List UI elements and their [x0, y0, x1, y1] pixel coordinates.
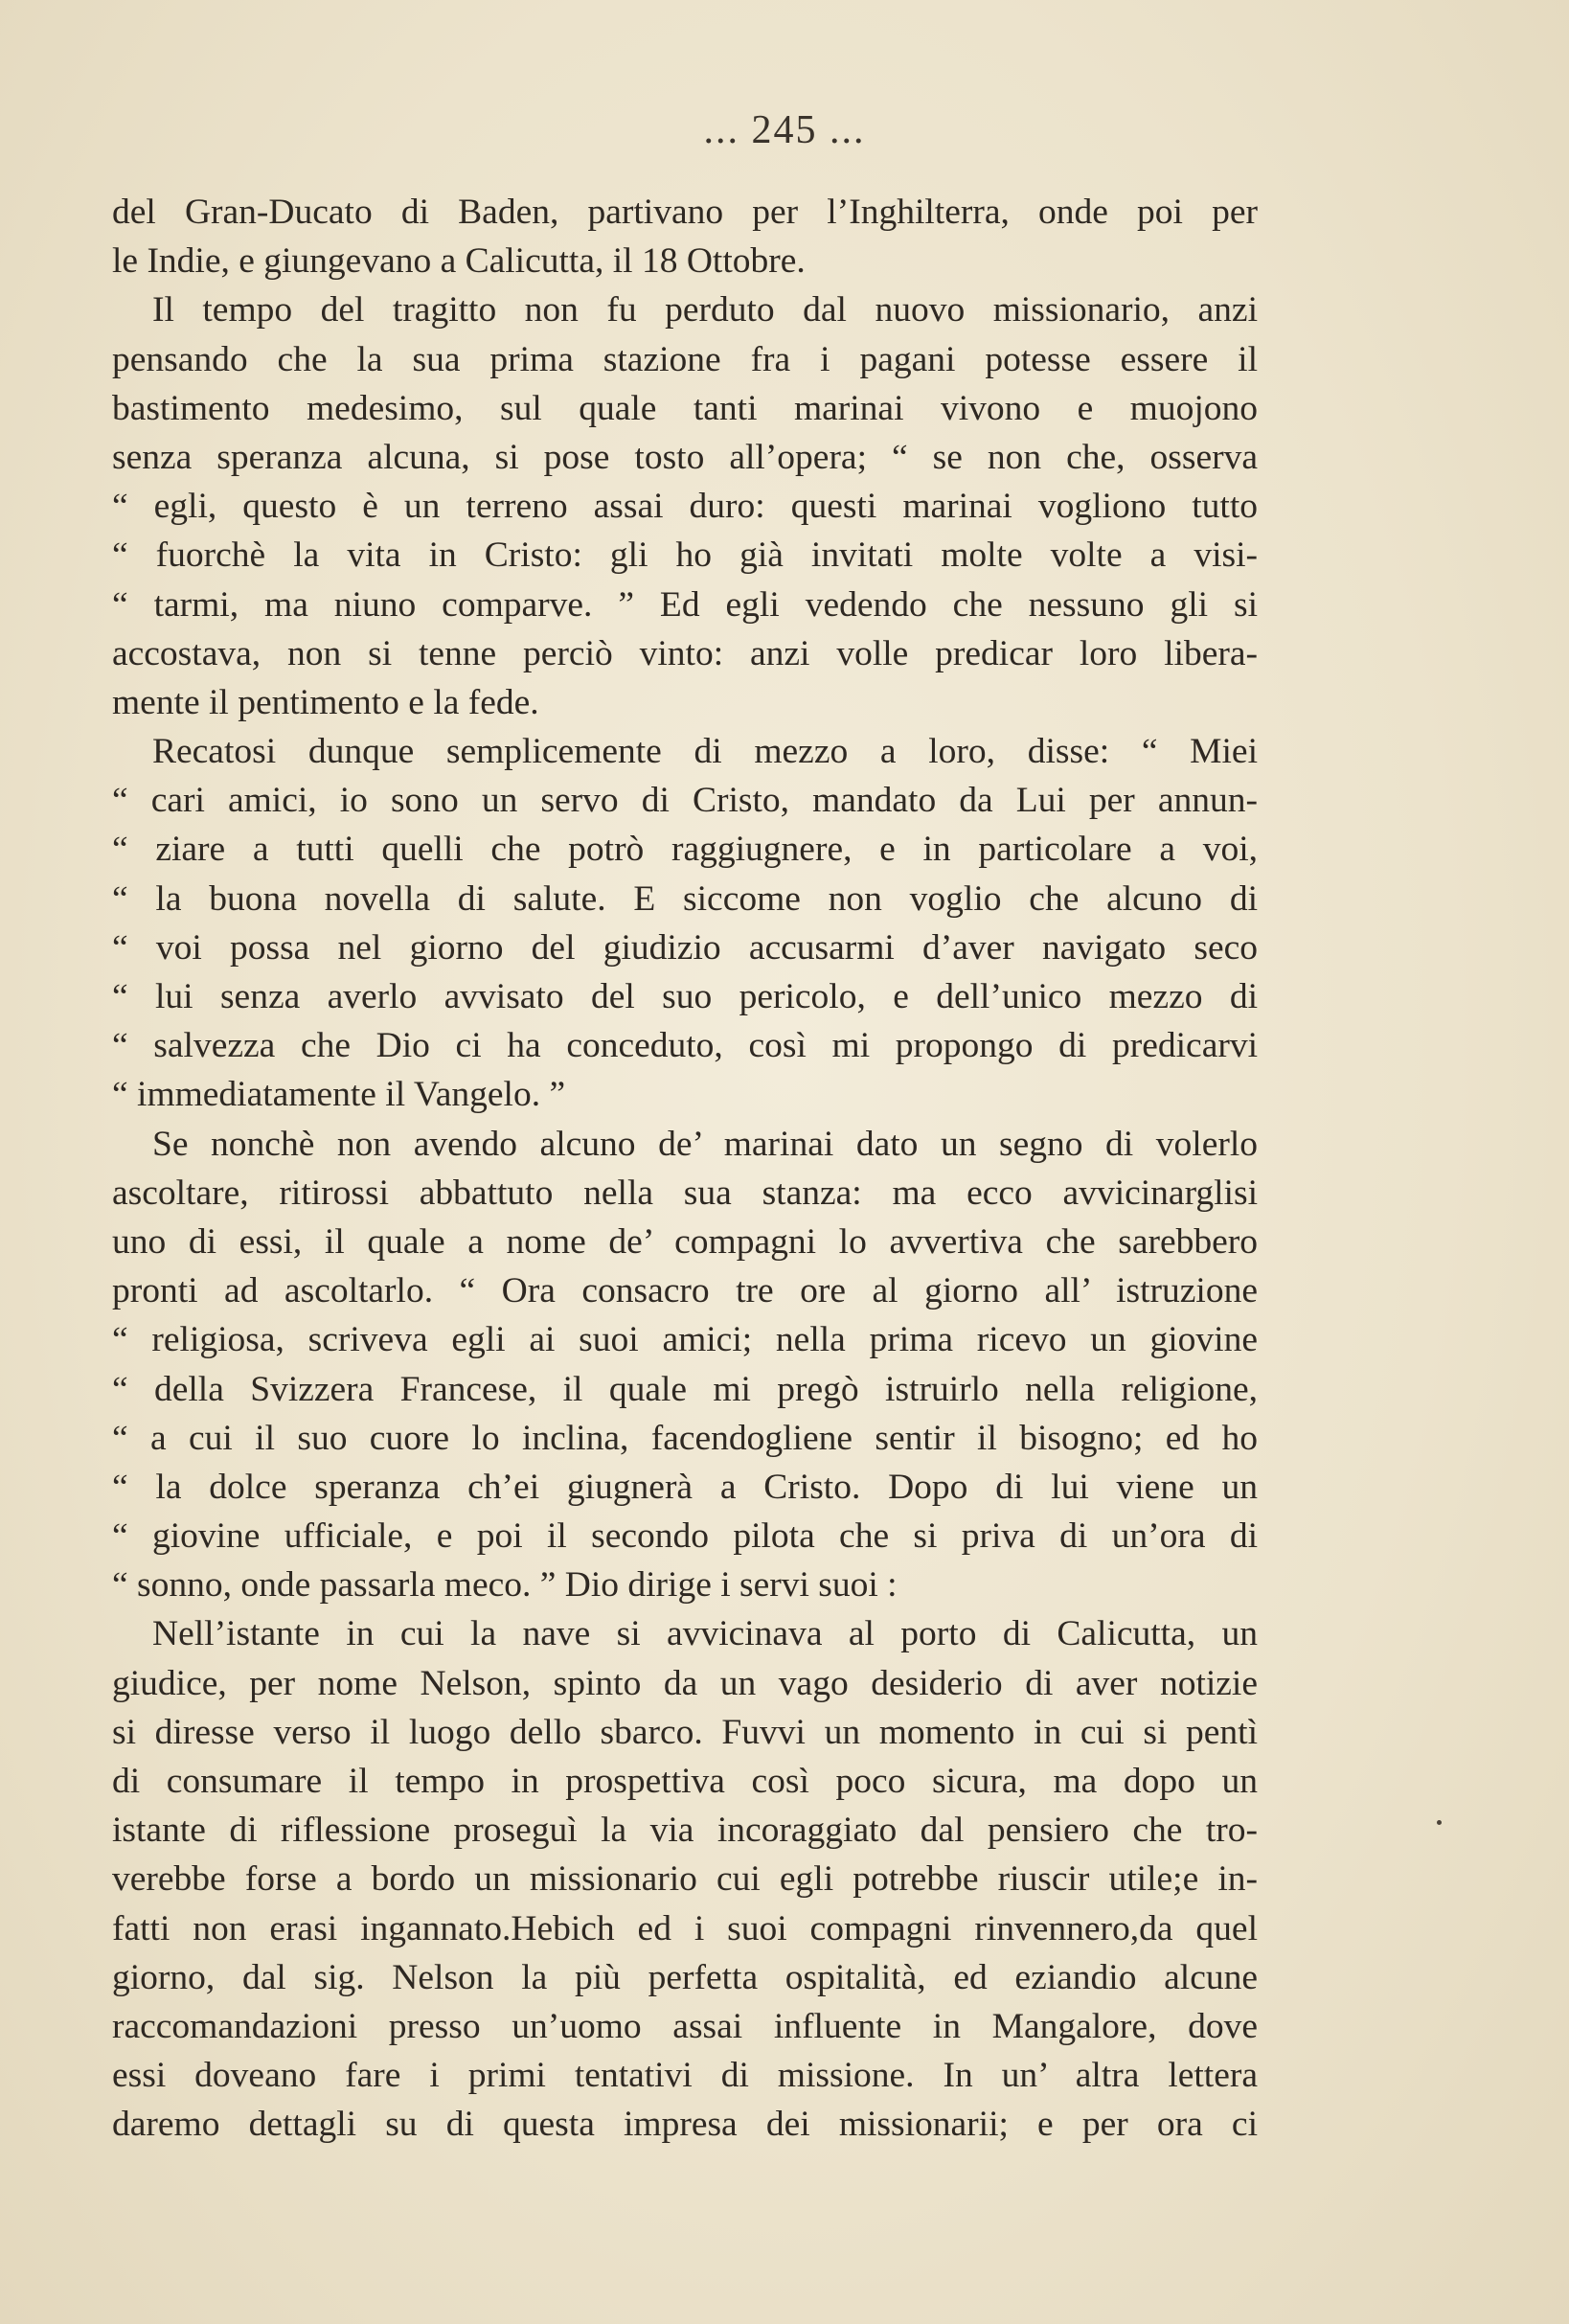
text-line: verebbe forse a bordo un missionario cui egli potrebbe riuscir utile;e in-	[112, 1859, 1258, 1900]
text-line: “ voi possa nel giorno del giudizio accusarmi d’aver navigato seco	[112, 927, 1258, 968]
text-line: Se nonchè non avendo alcuno de’ marinai dato un segno di volerlo	[152, 1124, 1258, 1164]
text-line: essi doveano fare i primi tentativi di missione. In un’ altra lettera	[112, 2056, 1258, 2096]
page-number: ... 245 ...	[703, 108, 866, 152]
text-line: “ egli, questo è un terreno assai duro: questi marinai vogliono tutto	[112, 487, 1258, 527]
text-line: “ giovine ufficiale, e poi il secondo pilota che si priva di un’ora di	[112, 1516, 1258, 1557]
text-line: “ immediatamente il Vangelo. ”	[112, 1075, 566, 1115]
text-line: accostava, non si tenne perciò vinto: anzi volle predicar loro libera-	[112, 633, 1258, 673]
text-line: “ salvezza che Dio ci ha conceduto, così mi propongo di predicarvi	[112, 1026, 1258, 1066]
text-line: pronti ad ascoltarlo. “ Ora consacro tre ore al giorno all’ istruzione	[112, 1271, 1258, 1311]
text-line: giorno, dal sig. Nelson la più perfetta ospitalità, ed eziandio alcune	[112, 1957, 1258, 1997]
text-line: pensando che la sua prima stazione fra i pagani potesse essere il	[112, 339, 1258, 379]
text-line: giudice, per nome Nelson, spinto da un vago desiderio di aver notizie	[112, 1663, 1258, 1703]
text-line: “ ziare a tutti quelli che potrò raggiugnere, e in particolare a voi,	[112, 830, 1258, 870]
text-line: uno di essi, il quale a nome de’ compagni lo avvertiva che sarebbero	[112, 1221, 1258, 1262]
text-line: di consumare il tempo in prospettiva così poco sicura, ma dopo un	[112, 1762, 1258, 1801]
text-line: “ lui senza averlo avvisato del suo pericolo, e dell’unico mezzo di	[112, 977, 1258, 1016]
body-text	[112, 188, 1258, 2150]
text-line: “ a cui il suo cuore lo inclina, facendogliene sentir il bisogno; ed ho	[112, 1418, 1258, 1458]
text-line: bastimento medesimo, sul quale tanti marinai vivono e muojono	[112, 388, 1258, 428]
paper-speck	[1437, 1820, 1442, 1825]
text-line: Nell’istante in cui la nave si avvicinava al porto di Calicutta, un	[152, 1614, 1258, 1654]
text-line: raccomandazioni presso un’uomo assai influente in Mangalore, dove	[112, 2006, 1258, 2046]
text-line: “ la buona novella di salute. E siccome non voglio che alcuno di	[112, 878, 1258, 919]
text-line: “ religiosa, scriveva egli ai suoi amici; nella prima ricevo un giovine	[112, 1320, 1258, 1360]
text-line: si diresse verso il luogo dello sbarco. Fuvvi un momento in cui si pentì	[112, 1712, 1258, 1752]
text-line: “ sonno, onde passarla meco. ” Dio dirige i servi suoi :	[112, 1565, 898, 1606]
text-line: “ cari amici, io sono un servo di Cristo, mandato da Lui per annun-	[112, 781, 1258, 821]
text-line: le Indie, e giungevano a Calicutta, il 18 Ottobre.	[112, 241, 806, 282]
text-line: “ della Svizzera Francese, il quale mi pregò istruirlo nella religione,	[112, 1369, 1258, 1409]
text-line: fatti non erasi ingannato.Hebich ed i suoi compagni rinvennero,da quel	[112, 1908, 1258, 1948]
text-line: “ fuorchè la vita in Cristo: gli ho già invitati molte volte a visi-	[112, 535, 1258, 576]
text-line: senza speranza alcuna, si pose tosto all’opera; “ se non che, osserva	[112, 437, 1258, 477]
text-line: Il tempo del tragitto non fu perduto dal nuovo missionario, anzi	[152, 290, 1258, 330]
text-line: istante di riflessione proseguì la via incoraggiato dal pensiero che tro-	[112, 1811, 1258, 1851]
text-line: ascoltare, ritirossi abbattuto nella sua stanza: ma ecco avvicinarglisi	[112, 1173, 1258, 1213]
text-line: “ la dolce speranza ch’ei giugnerà a Cristo. Dopo di lui viene un	[112, 1467, 1258, 1507]
text-line: daremo dettagli su di questa impresa dei missionarii; e per ora ci	[112, 2105, 1258, 2145]
text-line: Recatosi dunque semplicemente di mezzo a loro, disse: “ Miei	[152, 732, 1258, 772]
text-line: mente il pentimento e la fede.	[112, 682, 539, 722]
text-line: del Gran-Ducato di Baden, partivano per l’Inghilterra, onde poi per	[112, 193, 1258, 232]
text-line: “ tarmi, ma niuno comparve. ” Ed egli vedendo che nessuno gli si	[112, 584, 1258, 625]
